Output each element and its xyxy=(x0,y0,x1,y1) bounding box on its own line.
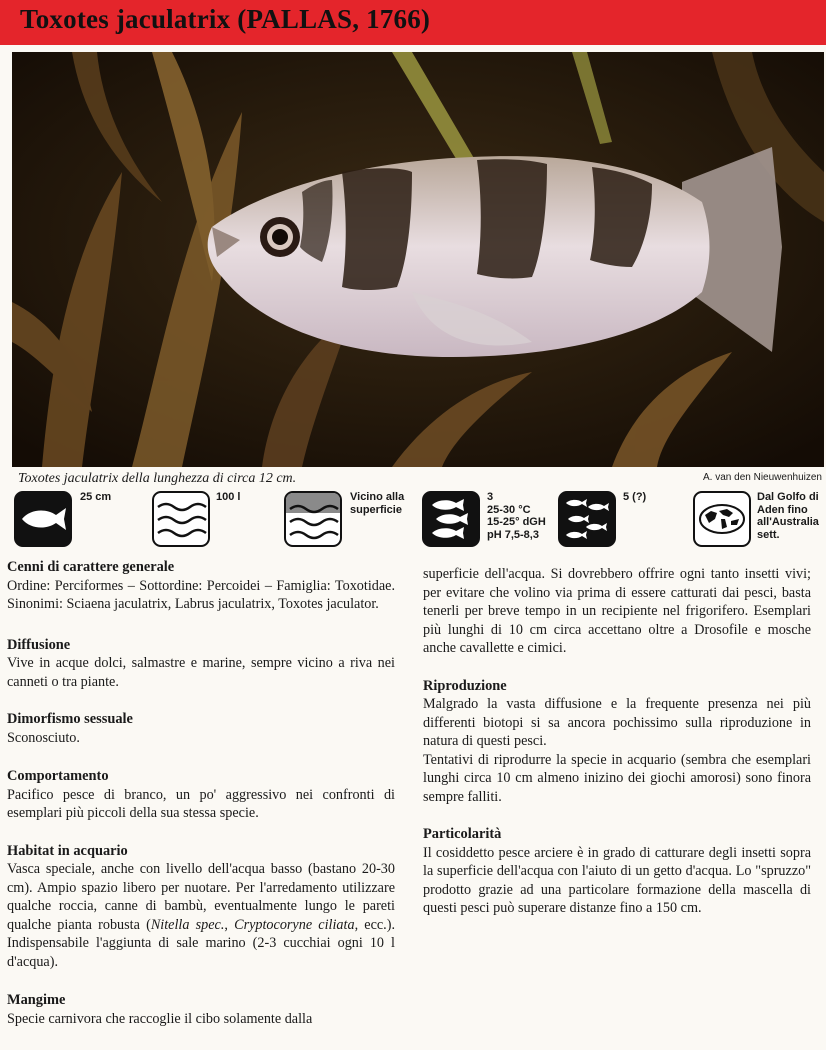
section-title-habitat: Habitat in acquario xyxy=(7,842,128,859)
habitat-italic-a: Nitella spec. xyxy=(150,916,225,933)
photo-credit: A. van den Nieuwenhuizen xyxy=(703,472,822,483)
section-text-comportamento: Pacifico pesce di branco, un po' aggressivo nei confronti di esemplari più piccoli della sua stessa specie. xyxy=(7,786,395,821)
habitat-text-c: , ecc.). Indispensabile l'aggiunta di sale marino (2-3 cucchiai ogni 10 l d'acqua). xyxy=(7,916,395,970)
section-text-mangime-cont: superficie dell'acqua. Si dovrebbero offrire ogni tanto insetti vivi; per evitare che volino via prima di essere catturati dai pesci, basta tenerli per breve tempo in un recipiente nel frigorifero. Esemplari più lunghi di 10 cm circa accettano oltre a Drosofile e mosche anche cavallette e cimici. xyxy=(423,566,811,656)
section-text-riproduzione-2: Tentativi di riprodurre la specie in acquario (sembra che esemplari lunghi circa 10 cm almeno inizino dei giochi amorosi) sono finora sempre falliti. xyxy=(423,751,811,805)
swimming-zone-icon xyxy=(284,491,342,547)
habitat-italic-b: Cryptocoryne ciliata xyxy=(234,916,355,933)
photo-caption: Toxotes jaculatrix della lunghezza di circa 12 cm. xyxy=(18,471,297,486)
zone-line-1: Vicino alla xyxy=(350,491,405,503)
zone-line-2: superficie xyxy=(350,503,402,516)
section-title-diffusione: Diffusione xyxy=(7,636,71,653)
habitat-text-b: , xyxy=(224,916,235,933)
archer-fish-illustration xyxy=(12,52,824,467)
section-title-riproduzione: Riproduzione xyxy=(423,677,507,694)
fish-photo xyxy=(12,52,824,467)
water-ph: pH 7,5-8,3 xyxy=(487,528,539,541)
group-size-value: 5 (?) xyxy=(623,491,647,503)
page-title: Toxotes jaculatrix (PALLAS, 1766) xyxy=(20,4,431,34)
water-dgh: 15-25° dGH xyxy=(487,516,546,528)
title-bar xyxy=(0,0,826,45)
section-title-mangime: Mangime xyxy=(7,992,66,1008)
swimming-zone-text xyxy=(350,491,404,516)
range-line-1: Dal Golfo di xyxy=(757,491,819,503)
water-hardness-level: 3 xyxy=(487,491,494,503)
right-column xyxy=(423,565,811,918)
range-line-3: all'Australia xyxy=(757,516,819,528)
section-text-habitat xyxy=(7,860,395,971)
section-title-dimorfismo: Dimorfismo sessuale xyxy=(7,711,133,727)
section-text-dimorfismo: Sconosciuto. xyxy=(7,729,80,746)
section-text-riproduzione-1: Malgrado la vasta diffusione e la frequente presenza nei più differenti biotopi si sa ancora pochissimo sulla riproduzione in natura di questi pesci. xyxy=(423,696,811,749)
distribution-text xyxy=(757,491,819,541)
section-text-diffusione: Vive in acque dolci, salmastre e marine, sempre vicino a riva nei canneti o tra piante. xyxy=(7,655,395,690)
water-parameters-icon xyxy=(422,491,480,547)
left-column xyxy=(7,558,395,1028)
school-size-icon xyxy=(558,491,616,547)
section-title-comportamento: Comportamento xyxy=(7,768,109,784)
range-line-2: Aden fino xyxy=(757,503,808,516)
water-temperature: 25-30 °C xyxy=(487,503,531,516)
habitat-text-a: Vasca speciale, anche con livello dell'acqua basso (bastano 20-30 cm). Ampio spazio libero per nuotare. Per l'arredamento utilizzare qualche roccia, canne di bambù, eventualmente lungo le pareti qualche pianta robusta ( xyxy=(7,861,395,933)
water-parameters-text xyxy=(487,491,546,541)
section-title-particolarita: Particolarità xyxy=(423,826,502,842)
fish-size-icon xyxy=(14,491,72,547)
section-title-cenni: Cenni di carattere generale xyxy=(7,559,175,575)
range-line-4: sett. xyxy=(757,528,780,541)
tank-volume-icon xyxy=(152,491,210,547)
size-value: 25 cm xyxy=(80,491,112,503)
world-map-icon xyxy=(693,491,751,547)
section-text-mangime: Specie carnivora che raccoglie il cibo solamente dalla xyxy=(7,1010,313,1027)
section-text-particolarita: Il cosiddetto pesce arciere è in grado di catturare degli insetti sopra la superficie dell'acqua con l'aiuto di un getto d'acqua. Lo "spruzzo" prodotto grazie ad una particolare formazione della mascella di questi pesci può superare distanze fino a 150 cm. xyxy=(423,844,811,916)
volume-value: 100 l xyxy=(216,491,241,503)
section-text-cenni: Ordine: Perciformes – Sottordine: Percoidei – Famiglia: Toxotidae. Sinonimi: Sciaena jaculatrix, Labrus jaculatrix, Toxotes jaculator. xyxy=(7,577,395,612)
